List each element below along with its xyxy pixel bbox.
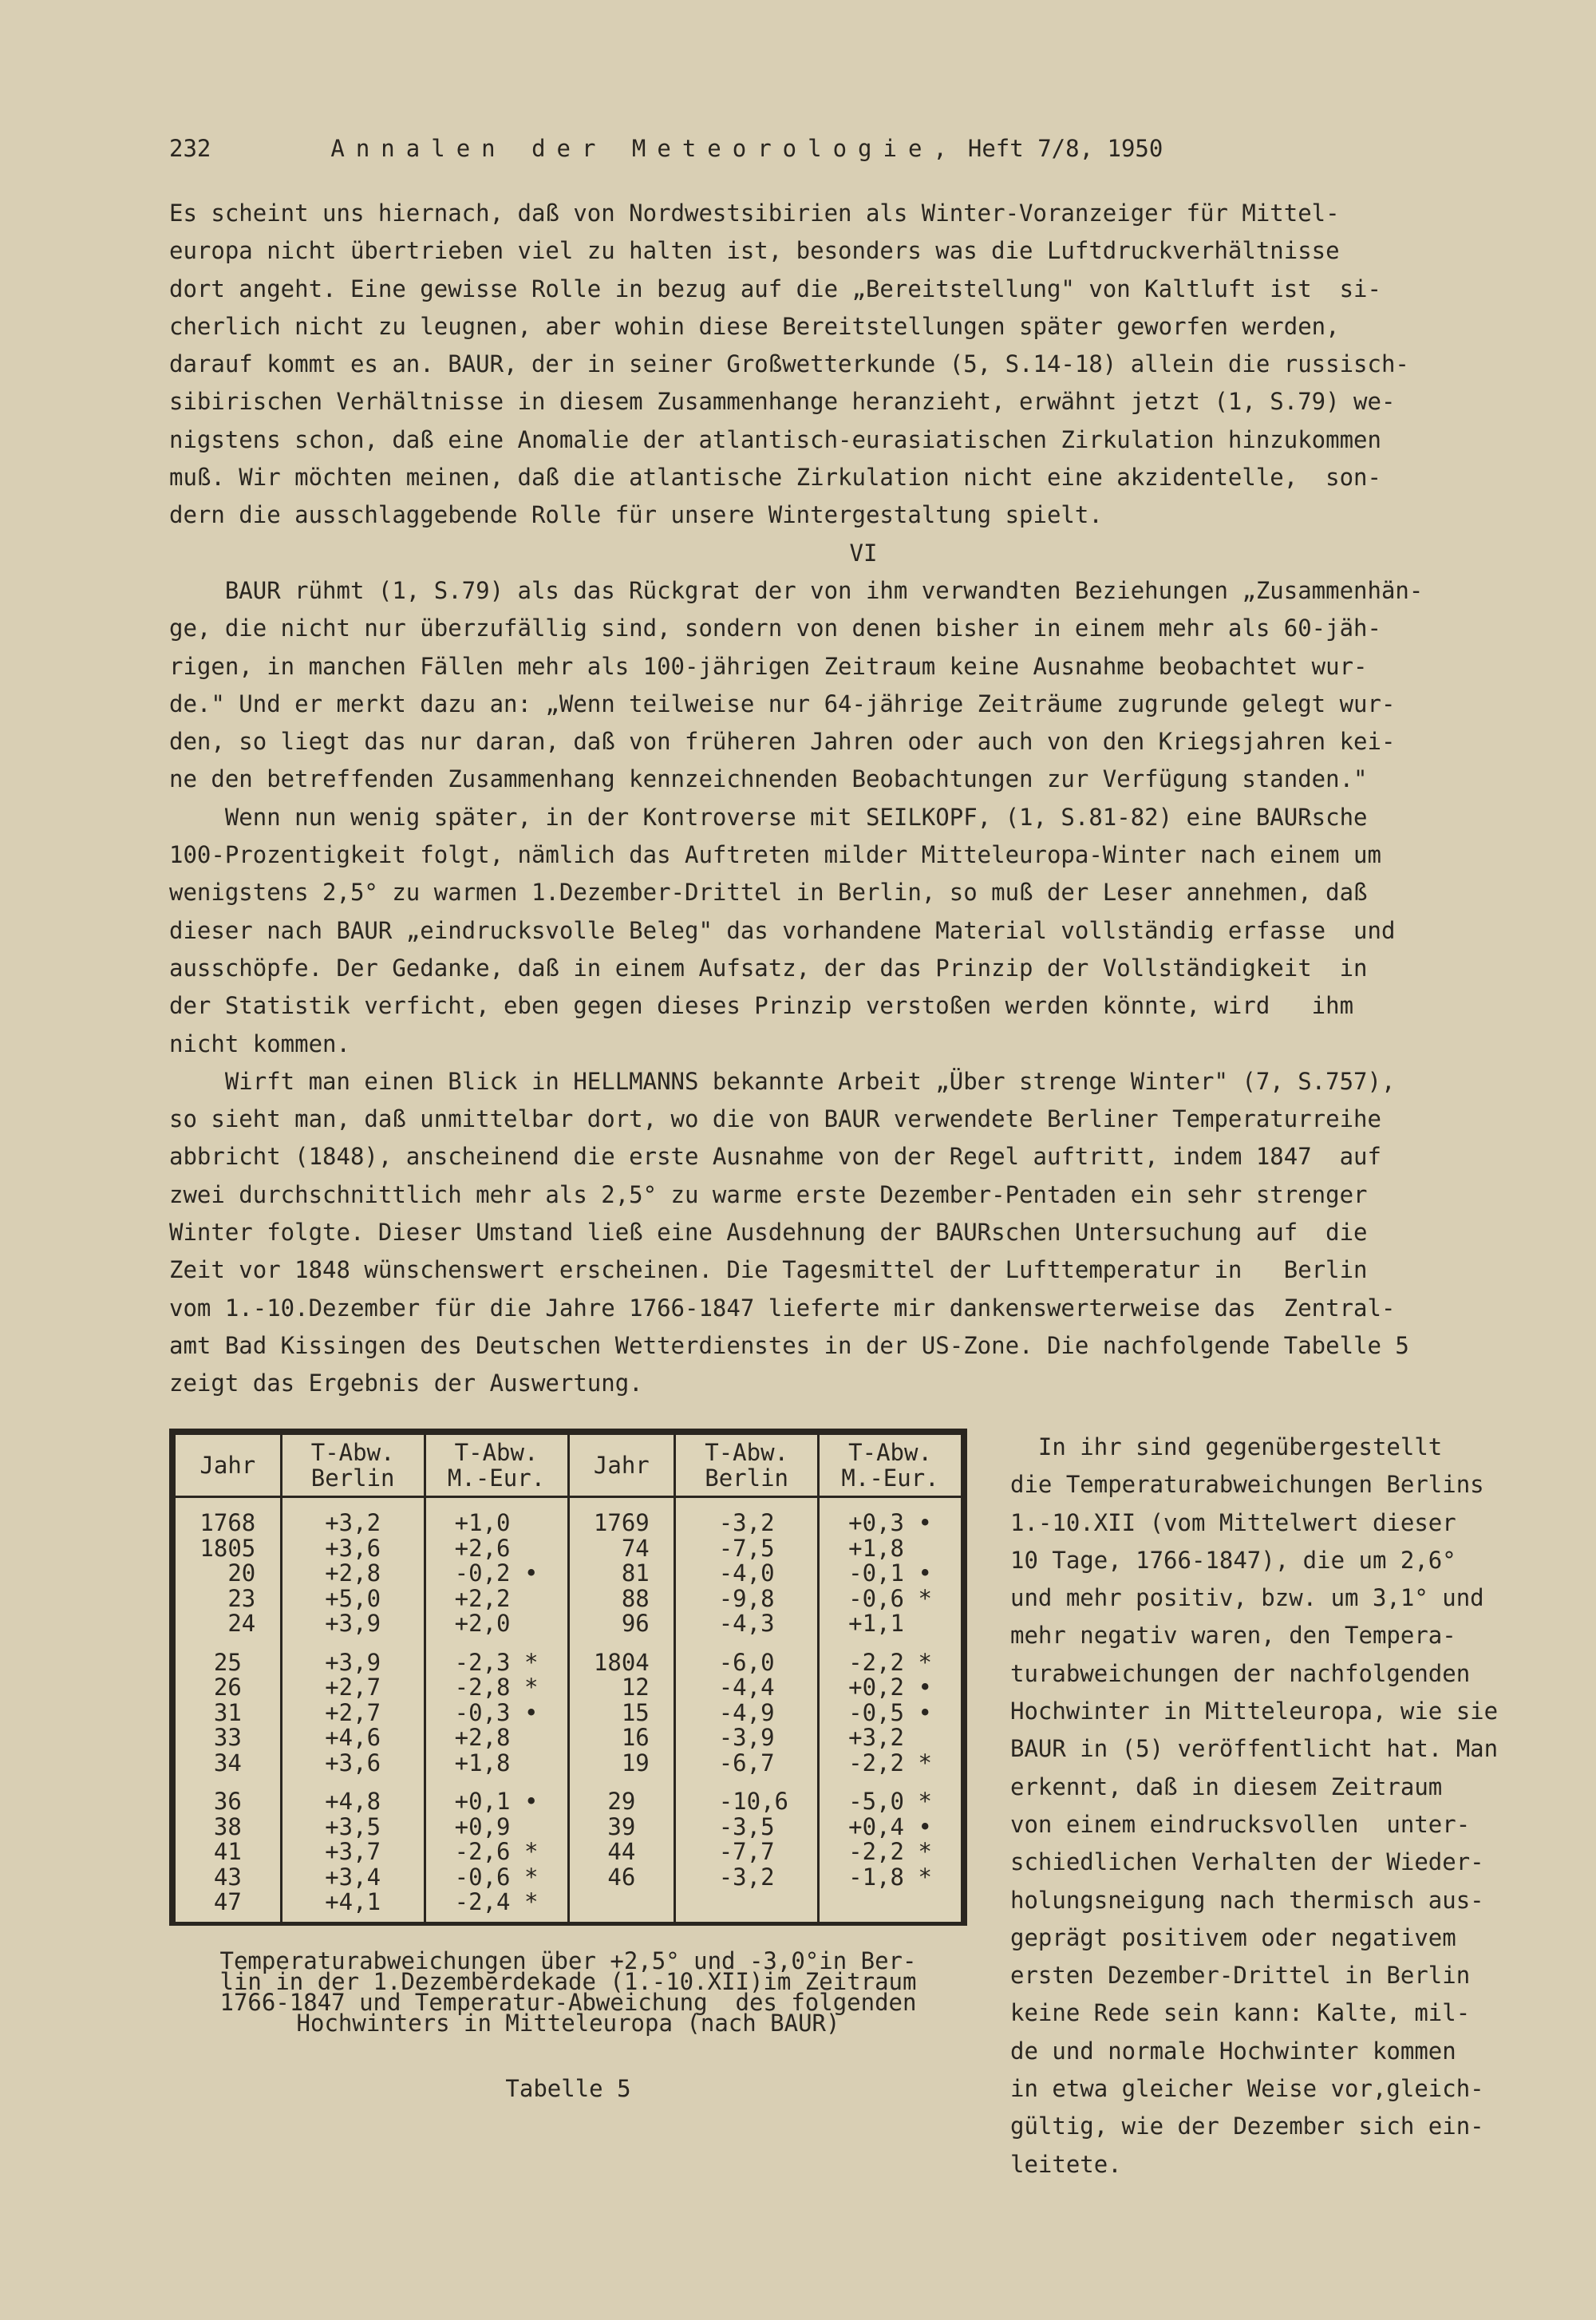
caption-line: Hochwinters in Mitteleuropa (nach BAUR) xyxy=(296,2010,840,2037)
text-line: holungsneigung nach thermisch aus- xyxy=(1010,1886,1484,1914)
text-line: zwei durchschnittlich mehr als 2,5° zu warme erste Dezember-Pentaden ein sehr strenger xyxy=(169,1180,1368,1208)
text-line: In ihr sind gegenübergestellt xyxy=(1010,1433,1443,1460)
journal-title: Annalen der Meteorologie, xyxy=(330,135,958,162)
text-line: de." Und er merkt dazu an: „Wenn teilweise nur 64-jährige Zeiträume zugrunde gelegt wur- xyxy=(169,690,1396,717)
text-line: 10 Tage, 1766-1847), die um 2,6° xyxy=(1010,1546,1456,1574)
berlin-cell: -10,6 -3,5 -7,7 -3,2 xyxy=(675,1776,819,1922)
issue-label: Heft 7/8, 1950 xyxy=(967,135,1163,162)
europe-cell: +1,0 +2,6 -0,2 • +2,2 +2,0 xyxy=(425,1497,568,1637)
section-heading: VI xyxy=(849,539,878,567)
year-cell: 29 39 44 46 xyxy=(568,1776,675,1922)
text-line: Winter folgte. Dieser Umstand ließ eine Ausdehnung der BAURschen Untersuchung auf die xyxy=(169,1219,1368,1247)
text-line: darauf kommt es an. BAUR, der in seiner Großwetterkunde (5, S.14-18) allein die russisch- xyxy=(169,350,1409,378)
text-line: cherlich nicht zu leugnen, aber wohin diese Bereitstellungen später geworfen werden, xyxy=(169,312,1340,340)
text-line: turabweichungen der nachfolgenden xyxy=(1010,1659,1471,1687)
text-line: nicht kommen. xyxy=(169,1030,350,1057)
text-line: zeigt das Ergebnis der Auswertung. xyxy=(169,1369,643,1397)
text-line: dort angeht. Eine gewisse Rolle in bezug auf die „Bereitstellung" von Kaltluft ist si- xyxy=(169,275,1381,302)
text-line: abbricht (1848), anscheinend die erste Ausnahme von der Regel auftritt, indem 1847 auf xyxy=(169,1143,1381,1171)
text-line: geprägt positivem oder negativem xyxy=(1010,1923,1456,1951)
berlin-cell: -3,2 -7,5 -4,0 -9,8 -4,3 xyxy=(675,1497,819,1637)
europe-cell: -5,0 * +0,4 • -2,2 * -1,8 * xyxy=(819,1776,962,1922)
header-year: Jahr xyxy=(175,1434,282,1497)
table-label: Tabelle 5 xyxy=(505,2075,631,2102)
text-line: Wenn nun wenig später, in der Kontroverse mit SEILKOPF, (1, S.81-82) eine BAURsche xyxy=(169,803,1368,831)
year-cell: 1769 74 81 88 96 xyxy=(568,1497,675,1637)
europe-cell: -2,3 * -2,8 * -0,3 • +2,8 +1,8 xyxy=(425,1637,568,1777)
europe-cell: -2,2 * +0,2 • -0,5 • +3,2 -2,2 * xyxy=(819,1637,962,1777)
text-line: wenigstens 2,5° zu warmen 1.Dezember-Drittel in Berlin, so muß der Leser annehmen, daß xyxy=(169,879,1368,907)
text-line: und mehr positiv, bzw. um 3,1° und xyxy=(1010,1584,1484,1612)
header-europe: T-Abw. M.-Eur. xyxy=(819,1434,962,1497)
text-line: rigen, in manchen Fällen mehr als 100-jährigen Zeitraum keine Ausnahme beobachtet wur- xyxy=(169,652,1368,680)
table-row xyxy=(175,1776,962,1922)
text-line: dern die ausschlaggebende Rolle für unsere Wintergestaltung spielt. xyxy=(169,501,1103,529)
text-line: in etwa gleicher Weise vor,gleich- xyxy=(1010,2075,1484,2103)
text-line: amt Bad Kissingen des Deutschen Wetterdienstes in der US-Zone. Die nachfolgende Tabelle 5 xyxy=(169,1331,1409,1359)
year-cell: 25 26 31 33 34 xyxy=(175,1637,282,1777)
text-line: von einem eindrucksvollen unter- xyxy=(1010,1810,1471,1838)
text-line: BAUR in (5) veröffentlicht hat. Man xyxy=(1010,1735,1499,1763)
text-line: 100-Prozentigkeit folgt, nämlich das Auftreten milder Mitteleuropa-Winter nach einem um xyxy=(169,841,1381,869)
text-line: keine Rede sein kann: Kalte, mil- xyxy=(1010,1999,1471,2027)
header-year: Jahr xyxy=(568,1434,675,1497)
text-line: Wirft man einen Blick in HELLMANNS bekannte Arbeit „Über strenge Winter" (7, S.757), xyxy=(169,1067,1396,1095)
text-line: ge, die nicht nur überzufällig sind, sondern von denen bisher in einem mehr als 60-jäh- xyxy=(169,615,1381,642)
header-berlin: T-Abw. Berlin xyxy=(675,1434,819,1497)
table-header-row xyxy=(175,1434,962,1497)
year-cell: 1768 1805 20 23 24 xyxy=(175,1497,282,1637)
text-line: europa nicht übertrieben viel zu halten ist, besonders was die Luftdruckverhältnisse xyxy=(169,237,1340,265)
europe-cell: +0,3 • +1,8 -0,1 • -0,6 * +1,1 xyxy=(819,1497,962,1637)
text-line: BAUR rühmt (1, S.79) als das Rückgrat der von ihm verwandten Beziehungen „Zusammenhän- xyxy=(169,576,1424,604)
text-line: Hochwinter in Mitteleuropa, wie sie xyxy=(1010,1698,1499,1725)
text-line: leitete. xyxy=(1010,2150,1122,2178)
text-line: ne den betreffenden Zusammenhang kennzeichnenden Beobachtungen zur Verfügung standen." xyxy=(169,765,1368,793)
year-cell: 36 38 41 43 47 xyxy=(175,1776,282,1922)
text-line: de und normale Hochwinter kommen xyxy=(1010,2037,1456,2065)
table-row xyxy=(175,1637,962,1777)
text-line: 1.-10.XII (vom Mittelwert dieser xyxy=(1010,1508,1456,1536)
text-line: vom 1.-10.Dezember für die Jahre 1766-1847 lieferte mir dankenswerterweise das Zentral- xyxy=(169,1294,1396,1322)
text-line: die Temperaturabweichungen Berlins xyxy=(1010,1471,1484,1499)
text-line: schiedlichen Verhalten der Wieder- xyxy=(1010,1848,1484,1876)
page-number: 232 xyxy=(169,135,211,162)
text-line: den, so liegt das nur daran, daß von früheren Jahren oder auch von den Kriegsjahren kei- xyxy=(169,728,1396,756)
berlin-cell: +3,9 +2,7 +2,7 +4,6 +3,6 xyxy=(281,1637,425,1777)
body-text xyxy=(169,195,1558,1403)
berlin-cell: +3,2 +3,6 +2,8 +5,0 +3,9 xyxy=(281,1497,425,1637)
text-line: ausschöpfe. Der Gedanke, daß in einem Aufsatz, der das Prinzip der Vollständigkeit in xyxy=(169,954,1368,982)
text-line: Zeit vor 1848 wünschenswert erscheinen. Die Tagesmittel der Lufttemperatur in Berlin xyxy=(169,1256,1368,1284)
text-line: nigstens schon, daß eine Anomalie der atlantisch-eurasiatischen Zirkulation hinzukommen xyxy=(169,425,1381,453)
text-line: der Statistik verficht, eben gegen dieses Prinzip verstoßen werden könnte, wird ihm xyxy=(169,992,1354,1020)
side-column-text xyxy=(1010,1429,1561,2184)
text-line: dieser nach BAUR „eindrucksvolle Beleg" das vorhandene Material vollständig erfasse und xyxy=(169,916,1396,944)
text-line: mehr negativ waren, den Tempera- xyxy=(1010,1622,1456,1650)
text-line: erkennt, daß in diesem Zeitraum xyxy=(1010,1773,1443,1800)
caption-line: 1766-1847 und Temperatur-Abweichung des folgenden xyxy=(219,1989,917,2016)
data-table xyxy=(169,1429,967,1926)
caption-line: lin in der 1.Dezemberdekade (1.-10.XII)im Zeitraum xyxy=(219,1968,917,1995)
header-berlin: T-Abw. Berlin xyxy=(281,1434,425,1497)
table-row xyxy=(175,1497,962,1637)
year-cell: 1804 12 15 16 19 xyxy=(568,1637,675,1777)
running-header xyxy=(169,132,1558,164)
europe-cell: +0,1 • +0,9 -2,6 * -0,6 * -2,4 * xyxy=(425,1776,568,1922)
text-line: gültig, wie der Dezember sich ein- xyxy=(1010,2113,1484,2140)
berlin-cell: +4,8 +3,5 +3,7 +3,4 +4,1 xyxy=(281,1776,425,1922)
header-europe: T-Abw. M.-Eur. xyxy=(425,1434,568,1497)
table-caption xyxy=(169,1947,967,2037)
text-line: muß. Wir möchten meinen, daß die atlantische Zirkulation nicht eine akzidentelle, son- xyxy=(169,464,1381,492)
text-line: Es scheint uns hiernach, daß von Nordwestsibirien als Winter-Voranzeiger für Mittel- xyxy=(169,200,1340,227)
text-line: ersten Dezember-Drittel in Berlin xyxy=(1010,1962,1471,1990)
text-line: sibirischen Verhältnisse in diesem Zusammenhange heranzieht, erwähnt jetzt (1, S.79) we- xyxy=(169,388,1396,416)
berlin-cell: -6,0 -4,4 -4,9 -3,9 -6,7 xyxy=(675,1637,819,1777)
text-line: so sieht man, daß unmittelbar dort, wo die von BAUR verwendete Berliner Temperaturreihe xyxy=(169,1105,1381,1133)
caption-line: Temperaturabweichungen über +2,5° und -3,0°in Ber- xyxy=(219,1947,917,1974)
